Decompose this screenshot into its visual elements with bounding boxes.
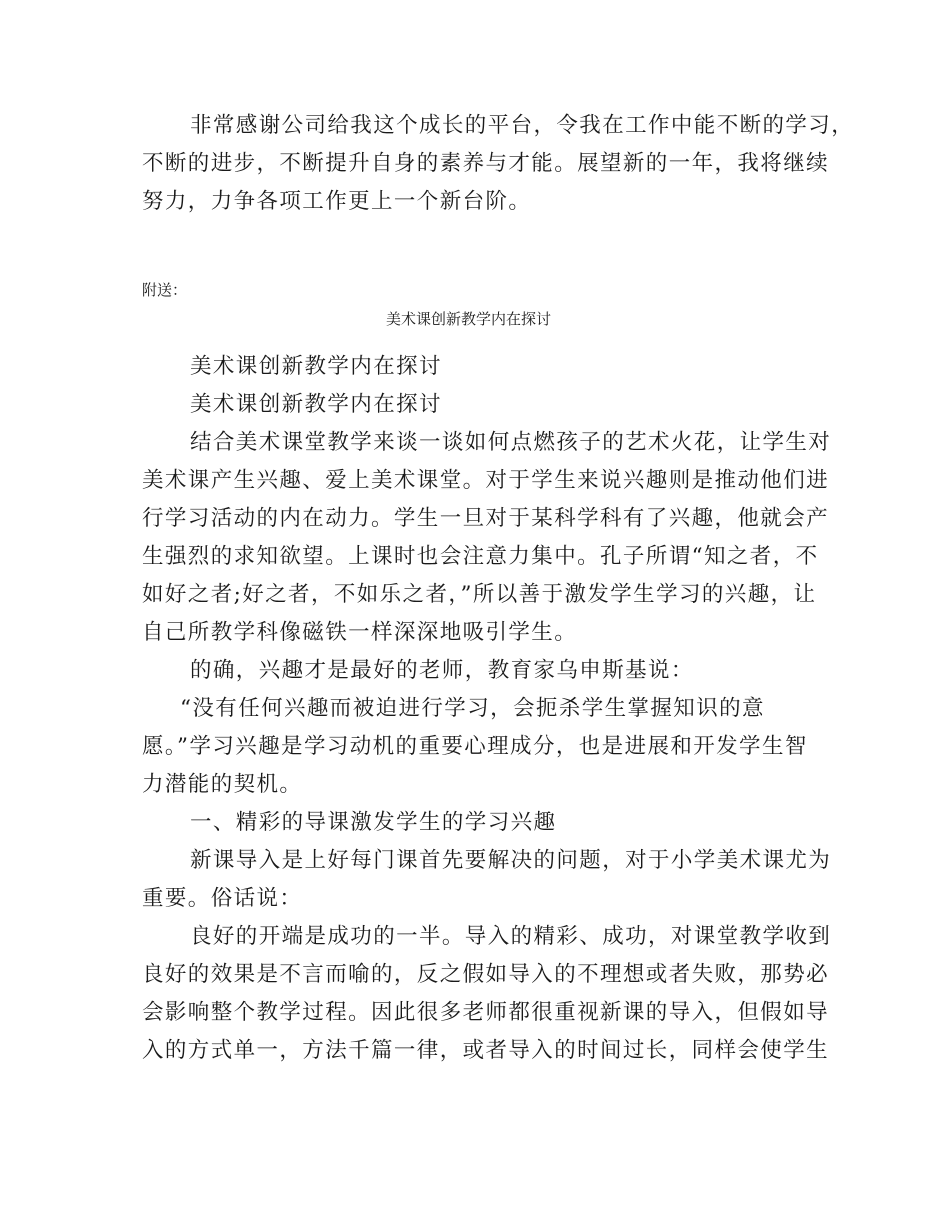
paragraph-line: 行学习活动的内在动力。学生一旦对于某科学科有了兴趣，他就会产 [142,506,830,531]
paragraph-line: 良好的效果是不言而喻的，反之假如导入的不理想或者失败，那势必 [142,962,830,987]
quote-line: “没有任何兴趣而被迫进行学习，会扼杀学生掌握知识的意 [180,696,765,721]
paragraph-line: 自己所教学科像磁铁一样深深地吸引学生。 [142,620,578,645]
paragraph-line: 新课导入是上好每门课首先要解决的问题，对于小学美术课尤为 [190,848,832,873]
paragraph-line: 美术课产生兴趣、爱上美术课堂。对于学生来说兴趣则是推动他们进 [142,468,830,493]
paragraph-line: 入的方式单一，方法千篇一律，或者导入的时间过长，同样会使学生 [142,1038,830,1063]
intro-line-1: 非常感谢公司给我这个成长的平台，令我在工作中能不断的学习， [190,113,855,138]
paragraph-line: 生强烈的求知欲望。上课时也会注意力集中。孔子所谓“知之者，不 [142,544,819,569]
paragraph-line: 愿。”学习兴趣是学习动机的重要心理成分，也是进展和开发学生智 [142,734,808,759]
section-heading: 一、精彩的导课激发学生的学习兴趣 [190,810,557,835]
paragraph-line: 结合美术课堂教学来谈一谈如何点燃孩子的艺术火花，让学生对 [190,430,832,455]
appendix-label: 附送： [142,281,188,299]
paragraph-line: 良好的开端是成功的一半。导入的精彩、成功，对课堂教学收到 [190,924,832,949]
appendix-title: 美术课创新教学内在探讨 [386,310,552,328]
paragraph-line: 会影响整个教学过程。因此很多老师都很重视新课的导入，但假如导 [142,1000,830,1025]
article-heading-1: 美术课创新教学内在探讨 [190,354,442,379]
intro-line-3: 努力，力争各项工作更上一个新台阶。 [142,189,532,214]
paragraph-line: 力潜能的契机。 [142,772,303,797]
paragraph-line: 重要。俗话说： [142,886,303,911]
article-heading-2: 美术课创新教学内在探讨 [190,392,442,417]
paragraph-line: 的确，兴趣才是最好的老师，教育家乌申斯基说： [190,658,694,683]
intro-line-2: 不断的进步，不断提升自身的素养与才能。展望新的一年，我将继续 [142,151,830,176]
paragraph-line: 如好之者;好之者，不如乐之者，”所以善于激发学生学习的兴趣，让 [142,582,817,607]
